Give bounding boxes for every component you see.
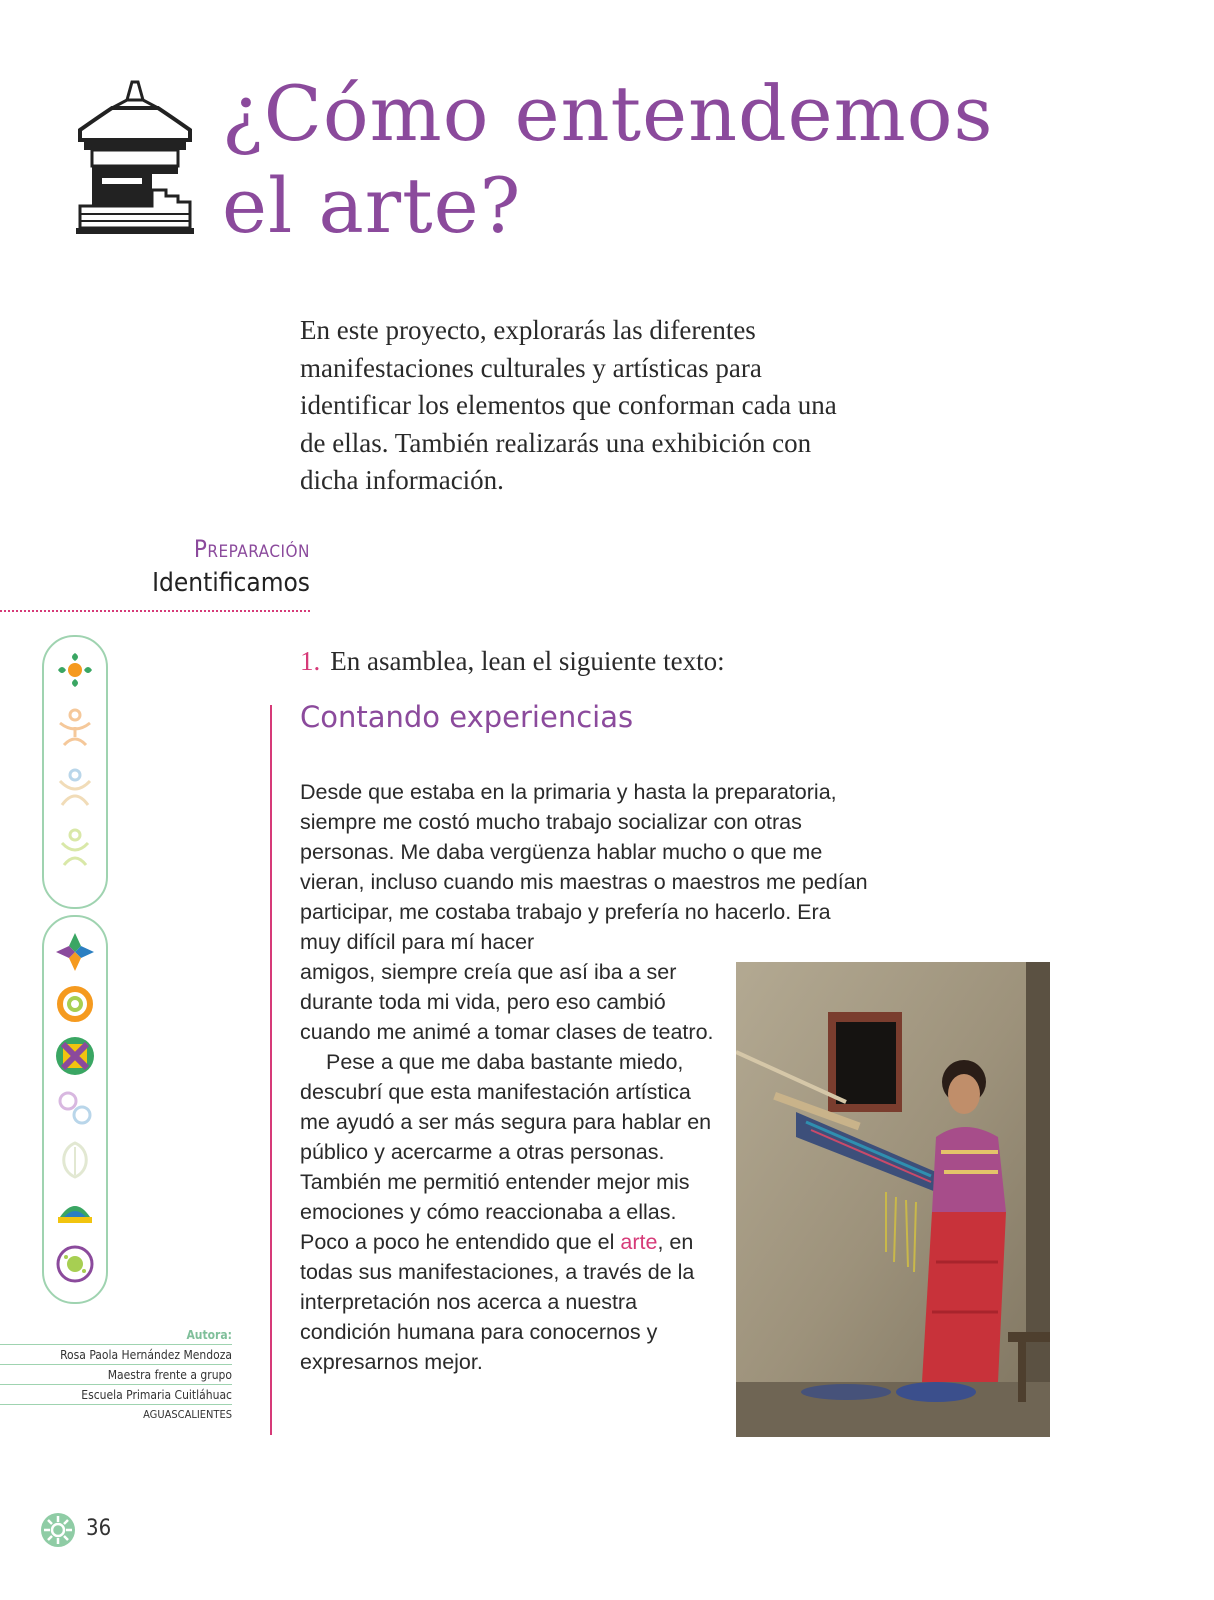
intro-paragraph: En este proyecto, explorarás las diferentes manifestaciones culturales y artísticas para identificar los elementos que conforman cada una de ellas. También realizarás una exhibición con dicha información. (300, 315, 837, 495)
gear-flower-icon (40, 1512, 76, 1548)
reading-paragraph-1: Desde que estaba en la primaria y hasta la preparatoria, siempre me costó mucho trabajo socializar con otras personas. Me daba vergüenza hablar mucho o que me vieran, incluso cuando mis maestras o maestros me pedían participar, me costaba trabajo y prefería no hacerlo. Era muy difícil para mí hacer (300, 780, 868, 954)
bulb-icon (54, 1139, 96, 1181)
author-role: Maestra frente a grupo (0, 1364, 232, 1384)
temple-icon (72, 78, 198, 238)
reading-body-narrow (300, 957, 720, 1377)
dancer-figure-icon (54, 707, 96, 749)
author-state: AGUASCALIENTES (0, 1404, 232, 1423)
flower-seeds-icon (54, 649, 96, 691)
section-divider (0, 610, 310, 612)
spiral-orange-icon (54, 983, 96, 1025)
author-name: Rosa Paola Hernández Mendoza (0, 1344, 232, 1364)
author-label: Autora: (186, 1328, 232, 1342)
page-title (222, 68, 993, 252)
links-icon (54, 1087, 96, 1129)
sidebar-top (42, 635, 108, 909)
highlighted-term: arte (620, 1230, 658, 1254)
reading-accent-bar (270, 705, 272, 1435)
reading-paragraph-2 (300, 1047, 720, 1377)
activity-text: En asamblea, lean el siguiente texto: (330, 646, 725, 676)
figure-faded-icon (54, 767, 96, 809)
activity-instruction (300, 646, 725, 677)
author-credits (0, 1328, 232, 1423)
page-number: 36 (86, 1516, 112, 1541)
activity-number: 1. (300, 646, 321, 676)
title-line-1: ¿Cómo entendemos (222, 69, 994, 158)
reading-paragraph-2-end: , en todas sus manifestaciones, a través de la interpretación nos acerca a nuestra condición humana para conocernos y expresarnos mejor. (300, 1230, 695, 1374)
title-line-2: el arte? (222, 161, 522, 250)
figure-leaf-icon (54, 827, 96, 869)
sidebar-bottom (42, 915, 108, 1304)
hat-icon (54, 1191, 96, 1233)
reading-title: Contando experiencias (300, 700, 634, 734)
reading-paragraph-1-continued: amigos, siempre creía que así iba a ser durante toda mi vida, pero eso cambió cuando me animé a tomar clases de teatro. (300, 960, 714, 1044)
section-label: Preparación (193, 535, 310, 563)
section-title: Identificamos (152, 568, 310, 598)
reading-paragraph-2-start: Pese a que me daba bastante miedo, descubrí que esta manifestación artística me ayudó a ser más segura para hablar en público y acercarme a otras personas. También me permitió entender mejor mis emociones y cómo reaccionaba a ellas. Poco a poco he entendido que el (300, 1050, 712, 1254)
weaver-photo (736, 962, 1050, 1437)
compass-star-icon (54, 931, 96, 973)
splash-circle-icon (54, 1243, 96, 1285)
author-school: Escuela Primaria Cuitláhuac (0, 1384, 232, 1404)
woven-square-icon (54, 1035, 96, 1077)
